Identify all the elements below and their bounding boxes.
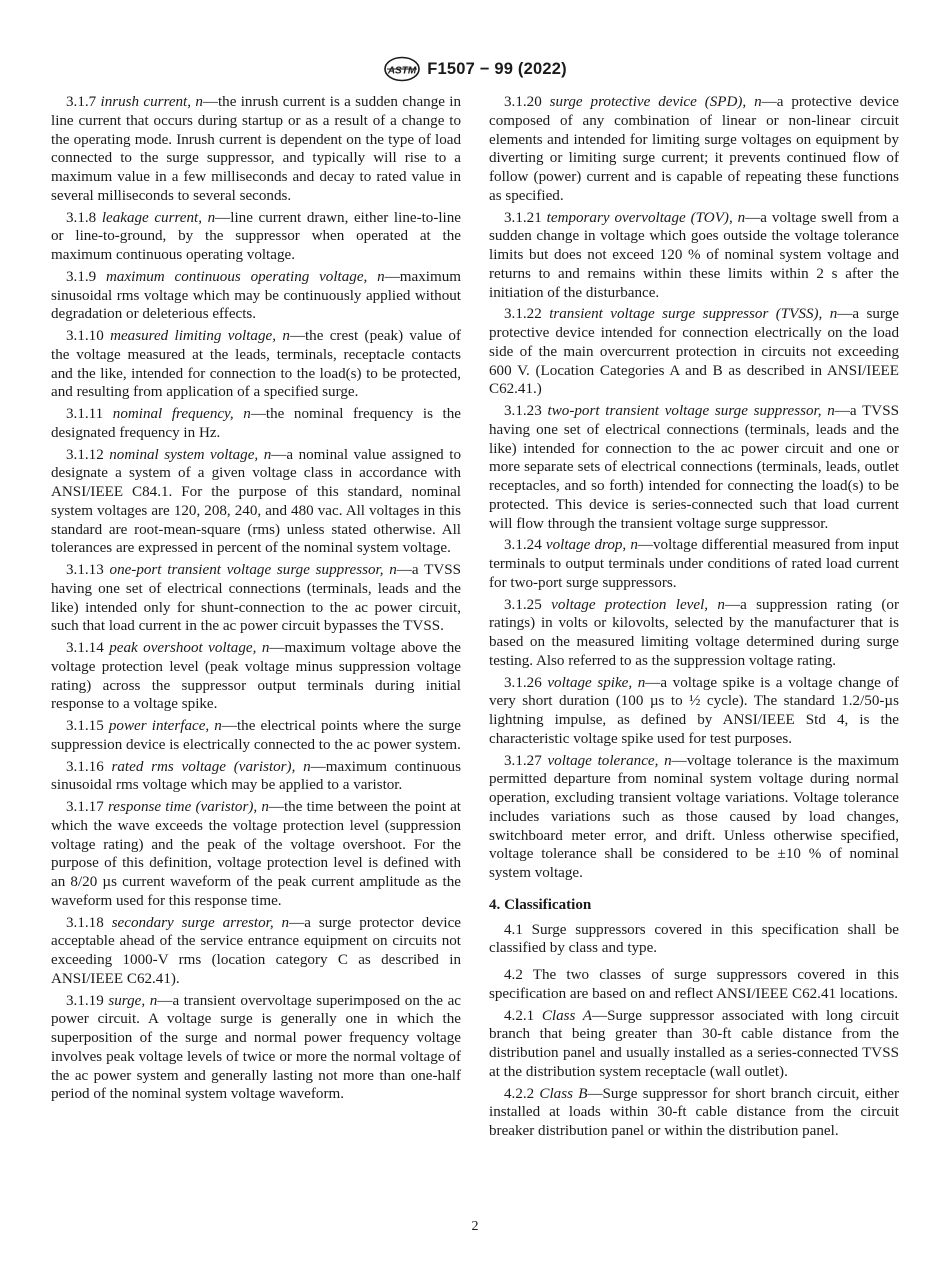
paragraph-4-2-2: 4.2.2 Class B—Surge suppressor for short branch circuit, either installed at loads within 30-ft cable distance from the circuit breaker distribution panel or within the distribution panel. bbox=[489, 1085, 899, 1139]
definition-3-1-27: 3.1.27 voltage tolerance, n—voltage tolerance is the maximum permitted departure from nominal system voltage during normal operation, excluding transient voltage variations. Voltage tolerance includes variations such as those caused by load changes, switchboard meter error, and drift. Unless otherwise specified, voltage tolerance shall be considered to be ±10 % of nominal system voltage. bbox=[489, 752, 899, 881]
page-header bbox=[0, 56, 950, 82]
definition-3-1-19: 3.1.19 surge, n—a transient overvoltage superimposed on the ac power circuit. A voltage surge is generally one in which the superposition of the surge and normal power frequency voltage involves peak voltage levels of twice or more the normal voltage of the ac power system and generally lasting not more than one-half period of the nominal system voltage waveform. bbox=[51, 992, 461, 1103]
definition-3-1-24: 3.1.24 voltage drop, n—voltage differential measured from input terminals to output terminals under conditions of rated load current for two-port surge suppressors. bbox=[489, 537, 900, 591]
definition-3-1-10: 3.1.10 measured limiting voltage, n—the crest (peak) value of the voltage measured at the leads, terminals, receptacle contacts and the like, intended for connection to the load(s) to be protected, and resulting from application of a specified surge. bbox=[51, 328, 461, 401]
paragraph-4-2: 4.2 The two classes of surge suppressors covered in this specification are based on and reflect ANSI/IEEE C62.41 locations. bbox=[489, 967, 899, 1002]
definition-3-1-8: 3.1.8 leakage current, n—line current drawn, either line-to-line or line-to-ground, by the suppressor when operated at the maximum continuous operating voltage. bbox=[51, 209, 461, 263]
definition-3-1-25: 3.1.25 voltage protection level, n—a suppression rating (or ratings) in volts or kilovolts, selected by the manufacturer that is based on the measured limiting voltage determined during surge testing. Also referred to as the suppression voltage rating. bbox=[489, 596, 899, 669]
logo-text: ASTM bbox=[388, 65, 417, 77]
definition-3-1-21: 3.1.21 temporary overvoltage (TOV), n—a voltage swell from a sudden change in voltage which goes outside the voltage tolerance limits but does not exceed 120 % of nominal system voltage and returns to and remains within these limits within 2 s after the initiation of the disturbance. bbox=[489, 209, 900, 301]
document-id: F1507 − 99 (2022) bbox=[427, 59, 567, 78]
definition-3-1-11: 3.1.11 nominal frequency, n—the nominal frequency is the designated frequency in Hz. bbox=[51, 406, 461, 441]
section-heading-classification: 4. Classification bbox=[489, 896, 592, 913]
definition-3-1-16: 3.1.16 rated rms voltage (varistor), n—maximum continuous sinusoidal rms voltage which may be applied to a varistor. bbox=[51, 758, 461, 794]
left-column bbox=[51, 93, 461, 1107]
definition-3-1-23: 3.1.23 two-port transient voltage surge suppressor, n—a TVSS having one set of electrical connections (terminals, leads and the like) intended for connection to the ac power circuit and one or more separate sets of electrical connections (terminals, leads, outlet receptacles, and so forth) intended for connecting the load(s) to be protected. This device is series-connected such that load current will flow through the transient voltage surge suppressor. bbox=[489, 403, 899, 532]
paragraph-4-2-1: 4.2.1 Class A—Surge suppressor associated with long circuit branch that being greater than 30-ft cable distance from the distribution panel and usually installed as a series-connected TVSS at the distribution system receptacle (wall outlet). bbox=[489, 1007, 899, 1080]
definition-3-1-9: 3.1.9 maximum continuous operating voltage, n—maximum sinusoidal rms voltage which may be continuously applied without degradation or deleterious effects. bbox=[51, 268, 461, 323]
astm-logo-icon bbox=[383, 56, 421, 82]
definition-3-1-14: 3.1.14 peak overshoot voltage, n—maximum voltage above the voltage protection level (peak voltage minus suppression voltage rating) across the suppressor output terminals during initial response to a voltage spike. bbox=[51, 640, 461, 713]
page-number: 2 bbox=[471, 1219, 479, 1234]
definition-3-1-20: 3.1.20 surge protective device (SPD), n—a protective device composed of any combination of linear or non-linear circuit elements and intended for limiting surge voltages on equipment by diverting or limiting surge current; it prevents continued flow of follow (power) current and is capable of repeating these functions as specified. bbox=[489, 94, 900, 204]
definition-3-1-13: 3.1.13 one-port transient voltage surge suppressor, n—a TVSS having one set of electrical connections (terminals, leads and the like) intended only for shunt-connection to the ac power circuit, such that load current in the ac power circuit bypasses the TVSS. bbox=[51, 562, 462, 635]
definition-3-1-18: 3.1.18 secondary surge arrestor, n—a surge protector device acceptable ahead of the service entrance equipment on circuits not exceeding 1000-V rms (location category C as described in ANSI/IEEE C62.41). bbox=[51, 914, 461, 987]
definition-3-1-15: 3.1.15 power interface, n—the electrical points where the surge suppression device is electrically connected to the ac power system. bbox=[51, 718, 461, 753]
definition-3-1-17: 3.1.17 response time (varistor), n—the time between the point at which the wave exceeds the voltage protection level (suppression voltage rating) and the peak of the voltage overshoot. For the purpose of this definition, voltage protection level is defined with an 8/20 µs current waveform of the peak current amplitude as the waveform used for this response time. bbox=[51, 799, 461, 909]
paragraph-4-1: 4.1 Surge suppressors covered in this specification shall be classified by class and type. bbox=[489, 921, 899, 957]
definition-3-1-22: 3.1.22 transient voltage surge suppressor (TVSS), n—a surge protective device intended for connection electrically on the load side of the main overcurrent protection in circuits not exceeding 600 V. (Location Categories A and B as described in ANSI/IEEE C62.41.) bbox=[489, 306, 899, 398]
definition-3-1-12: 3.1.12 nominal system voltage, n—a nominal value assigned to designate a system of a given voltage class in accordance with ANSI/IEEE C84.1. For the purpose of this standard, nominal system voltages are 120, 208, 240, and 480 vac. All voltages in this standard are root-mean-square (rms) unless stated otherwise. All tolerances are expressed in percent of the nominal system voltage. bbox=[51, 446, 461, 557]
definition-3-1-7: 3.1.7 inrush current, n—the inrush current is a sudden change in line current that occurs during startup or as a result of a change to the operating mode. Inrush current is dependent on the type of load connected to the surge suppressor, and typically will rise to a maximum value in a few milliseconds and decay to rated value in several milliseconds to several seconds. bbox=[51, 94, 462, 204]
definition-3-1-26: 3.1.26 voltage spike, n—a voltage spike is a voltage change of very short duration (100 µs to ½ cycle). The standard 1.2/50-µs lightning impulse, as defined by ANSI/IEEE Std 4, is the characteristic voltage spike used for test purposes. bbox=[489, 674, 900, 747]
right-column bbox=[489, 93, 899, 1144]
